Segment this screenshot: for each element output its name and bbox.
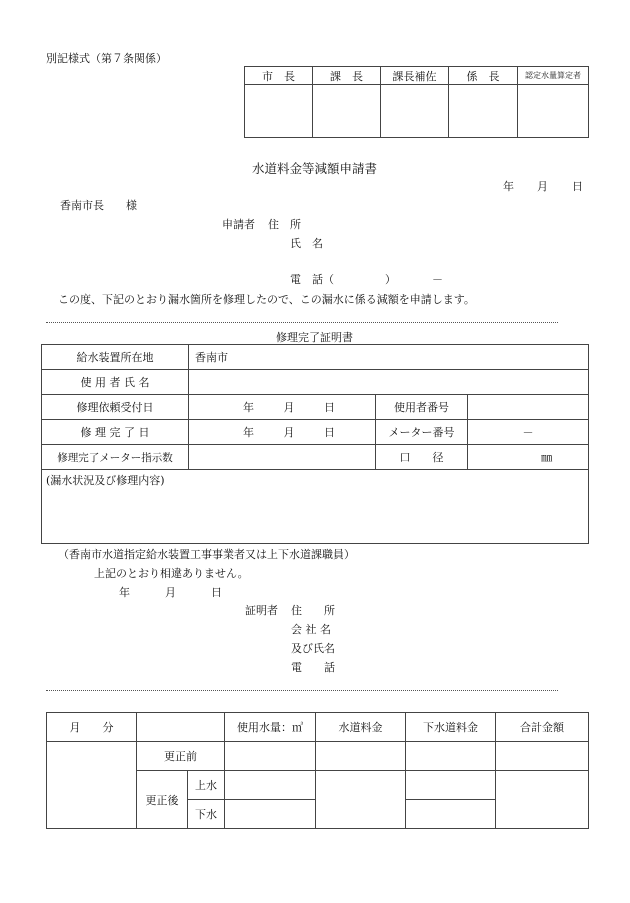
cell (406, 800, 496, 829)
meter-reading-label: 修理完了メーター指示数 (42, 445, 189, 470)
confirm-text: 上記のとおり相違ありません。 (94, 567, 249, 580)
certifier-note: （香南市水道指定給水装置工事事業者又は上下水道課職員） (58, 548, 355, 561)
day-text: 日 (324, 426, 335, 439)
cell (316, 742, 406, 771)
applicant-address-label: 住 所 (268, 218, 301, 231)
month-text: 月 (283, 401, 295, 414)
cell (496, 742, 589, 771)
usage-header: 使用水量：㎥ (225, 713, 316, 742)
request-date-value (189, 395, 376, 420)
correction-table (46, 712, 589, 829)
form-label: 別記様式（第７条関係） (46, 52, 167, 65)
before-label: 更正前 (137, 742, 225, 771)
approval-calculator: 認定水量算定者 (518, 67, 589, 85)
approval-deputy-chief: 課長補佐 (381, 67, 449, 85)
cert-date-year: 年 (119, 586, 130, 599)
certifier-label: 証明者 (245, 604, 278, 617)
applicant-label: 申請者 (222, 218, 255, 231)
month-value (47, 742, 137, 829)
approval-subsection-chief: 係 長 (449, 67, 518, 85)
cell (406, 742, 496, 771)
month-text: 月 (283, 426, 295, 439)
stamp-cell (518, 85, 589, 138)
cell (225, 800, 316, 829)
cert-date-day: 日 (211, 586, 222, 599)
date-year: 年 (503, 180, 514, 193)
caliber-unit: ㎜ (468, 445, 589, 470)
stamp-cell (381, 85, 449, 138)
certifier-phone-label: 電 話 (291, 661, 335, 674)
meter-reading-value (189, 445, 376, 470)
request-date-label: 修理依頼受付日 (42, 395, 189, 420)
request-text: この度、下記のとおり漏水箇所を修理したので、この漏水に係る減額を申請します。 (58, 293, 475, 306)
certifier-company-label: 会 社 名 (291, 623, 331, 636)
sewer-label: 下水 (188, 800, 225, 829)
blank-header (137, 713, 225, 742)
cert-title: 修理完了証明書 (276, 331, 353, 344)
meter-number-label: メーター番号 (376, 420, 468, 445)
cut-line (46, 322, 558, 323)
month-header: 月 分 (47, 713, 137, 742)
after-label: 更正後 (137, 771, 188, 829)
complete-date-value (189, 420, 376, 445)
document-title: 水道料金等減額申請書 (252, 161, 378, 176)
cell (225, 771, 316, 800)
cut-line (46, 690, 558, 691)
water-fee-header: 水道料金 (316, 713, 406, 742)
day-text: 日 (324, 401, 335, 414)
approval-table (244, 66, 589, 138)
caliber-label: 口 径 (376, 445, 468, 470)
date-month: 月 (537, 180, 548, 193)
addressee: 香南市長 様 (60, 199, 137, 212)
user-number-value (468, 395, 589, 420)
user-number-label: 使用者番号 (376, 395, 468, 420)
water-label: 上水 (188, 771, 225, 800)
year-text: 年 (243, 401, 254, 414)
cell (496, 771, 589, 829)
applicant-name-label: 氏 名 (290, 237, 323, 250)
complete-date-label: 修 理 完 了 日 (42, 420, 189, 445)
meter-number-dash: － (468, 420, 589, 445)
repair-cert-table (41, 344, 589, 544)
status-label: (漏水状況及び修理内容) (42, 470, 589, 544)
approval-mayor: 市 長 (245, 67, 313, 85)
applicant-phone-close: ） (385, 273, 396, 286)
stamp-cell (245, 85, 313, 138)
cell (406, 771, 496, 800)
user-name-value (189, 370, 589, 395)
location-value: 香南市 (189, 345, 589, 370)
date-day: 日 (572, 180, 583, 193)
user-name-label: 使 用 者 氏 名 (42, 370, 189, 395)
location-label: 給水装置所在地 (42, 345, 189, 370)
sewer-fee-header: 下水道料金 (406, 713, 496, 742)
year-text: 年 (243, 426, 254, 439)
cell (225, 742, 316, 771)
stamp-cell (313, 85, 381, 138)
cell (316, 771, 406, 829)
applicant-phone-dash: － (432, 273, 443, 286)
certifier-address-label: 住 所 (291, 604, 335, 617)
cert-date-month: 月 (165, 586, 176, 599)
approval-section-chief: 課 長 (313, 67, 381, 85)
total-header: 合計金額 (496, 713, 589, 742)
stamp-cell (449, 85, 518, 138)
applicant-phone-label: 電 話（ (290, 273, 334, 286)
certifier-person-label: 及び氏名 (291, 642, 335, 655)
